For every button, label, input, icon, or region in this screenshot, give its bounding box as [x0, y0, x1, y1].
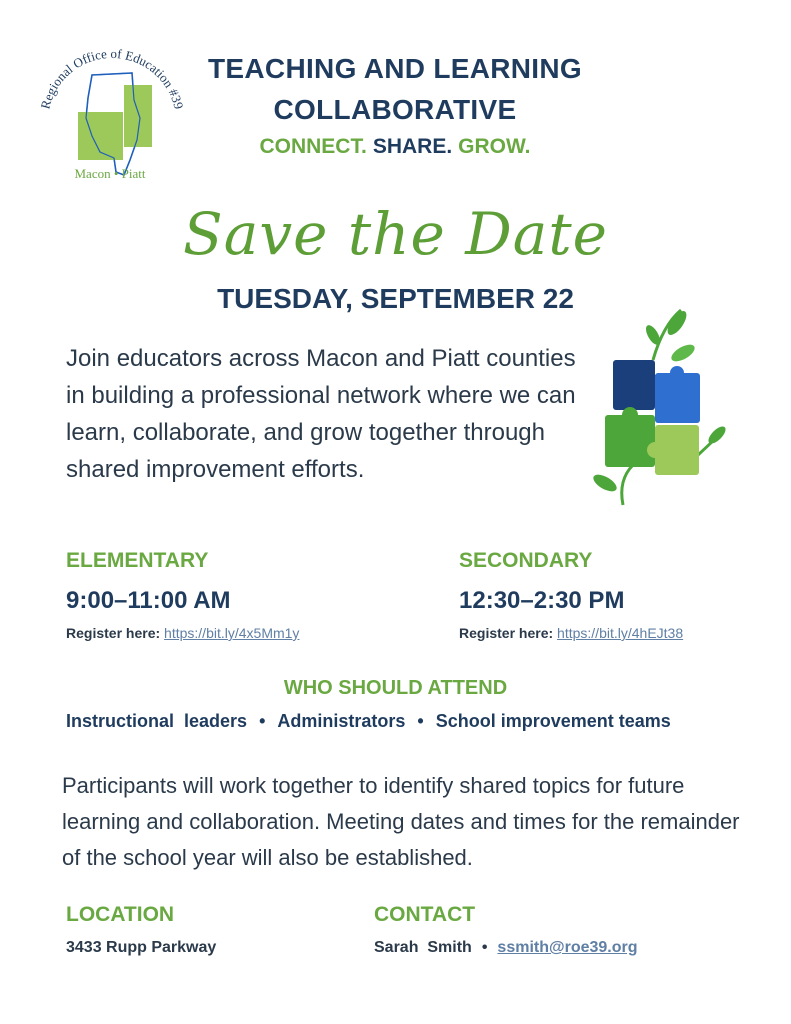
session-secondary [459, 549, 789, 641]
register-line [459, 625, 789, 641]
session-title: SECONDARY [459, 549, 593, 572]
contact-block [374, 903, 638, 957]
location-block [66, 903, 216, 957]
session-title: ELEMENTARY [66, 549, 209, 572]
session-elementary [66, 549, 396, 641]
title-line-2: COLLABORATIVE [273, 94, 517, 125]
register-link-secondary[interactable]: https://bit.ly/4hEJt38 [557, 625, 684, 641]
location-heading: LOCATION [66, 903, 175, 926]
audience-list [66, 711, 746, 732]
details-paragraph: Participants will work together to identify shared topics for future learning and collaboration. Meeting dates and times for the remainder of the school year will also be established. [62, 773, 740, 870]
who-should-attend-heading: WHO SHOULD ATTEND [283, 677, 508, 699]
intro-paragraph: Join educators across Macon and Piatt counties in building a professional network where we can learn, collaborate, and grow together through shared improvement efforts. [66, 345, 576, 483]
tagline-grow: GROW. [458, 135, 531, 158]
register-line [66, 625, 396, 641]
tagline-share: SHARE. [372, 135, 453, 158]
register-label: Register here: [66, 625, 161, 641]
bullet-separator: • [417, 711, 424, 731]
save-the-date-heading: Save the Date [183, 200, 608, 268]
leaf-icon [669, 341, 698, 364]
logo-arc-text: Regional Office of Education #39 [37, 45, 187, 111]
contact-line [374, 939, 638, 957]
register-link-elementary[interactable]: https://bit.ly/4x5Mm1y [164, 625, 300, 641]
audience-item: School improvement teams [435, 711, 671, 731]
tagline-connect: CONNECT. [259, 135, 367, 158]
contact-heading: CONTACT [374, 903, 476, 926]
audience-item: Administrators [277, 711, 406, 731]
register-label: Register here: [459, 625, 554, 641]
session-time: 12:30–2:30 PM [459, 587, 625, 614]
audience-item: Instructional leaders [66, 711, 248, 731]
puzzle-plant-illustration [593, 305, 728, 515]
event-date: TUESDAY, SEPTEMBER 22 [217, 283, 574, 314]
county-shape-right [124, 85, 152, 147]
location-address: 3433 Rupp Parkway [66, 939, 217, 956]
puzzle-piece-blue [655, 373, 700, 423]
leaf-icon [593, 471, 619, 494]
roe39-logo [30, 40, 200, 200]
bullet-separator: • [259, 711, 266, 731]
bullet-separator: • [481, 939, 488, 956]
title-line-1: TEACHING AND LEARNING [208, 53, 582, 84]
contact-email-link[interactable]: ssmith@roe39.org [497, 939, 638, 956]
session-time: 9:00–11:00 AM [66, 587, 231, 614]
contact-name: Sarah Smith [374, 939, 472, 956]
tagline [200, 135, 590, 159]
logo-bottom-text: Macon • Piatt [74, 166, 146, 181]
